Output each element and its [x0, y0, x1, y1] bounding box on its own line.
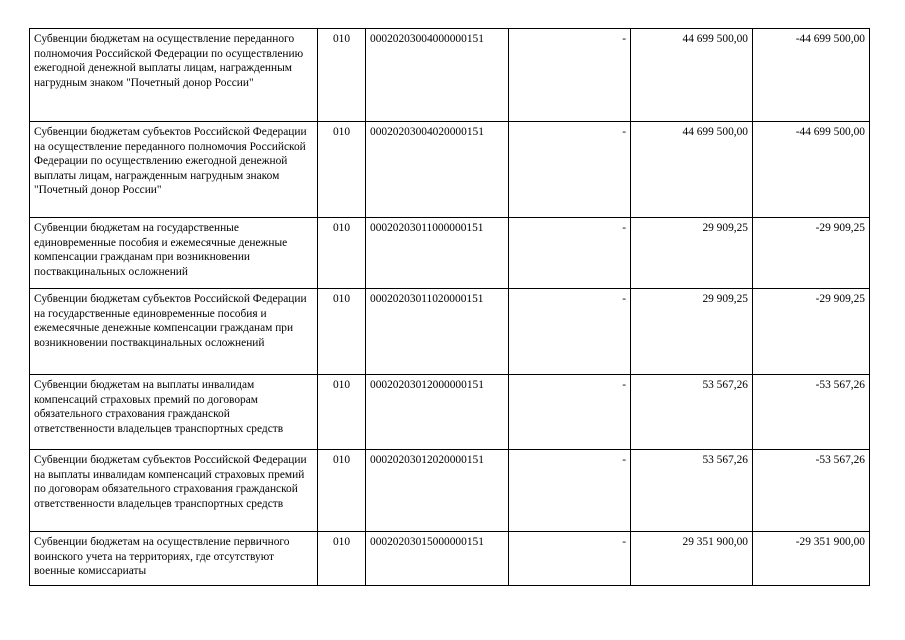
income-code-cell: 00020203004000000151 [366, 29, 509, 122]
admin-code-cell: 010 [318, 375, 366, 450]
income-code-cell: 00020203011020000151 [366, 289, 509, 375]
income-name-cell: Субвенции бюджетам на государственные единовременные пособия и ежемесячные денежные компенсации гражданам при возникновении поствакцинальных осложнений [30, 218, 318, 289]
unexecuted-amount-cell: -29 909,25 [753, 218, 870, 289]
approved-amount-cell: - [509, 532, 631, 586]
unexecuted-amount-cell: -53 567,26 [753, 375, 870, 450]
executed-amount-cell: 29 909,25 [631, 289, 753, 375]
unexecuted-amount-cell: -53 567,26 [753, 450, 870, 532]
admin-code-cell: 010 [318, 532, 366, 586]
income-code-cell: 00020203012020000151 [366, 450, 509, 532]
executed-amount-cell: 53 567,26 [631, 450, 753, 532]
income-name-cell: Субвенции бюджетам на осуществление первичного воинского учета на территориях, где отсутствуют военные комиссариаты [30, 532, 318, 586]
executed-amount-cell: 44 699 500,00 [631, 29, 753, 122]
income-name-cell: Субвенции бюджетам на выплаты инвалидам компенсаций страховых премий по договорам обязательного страхования гражданской ответственности владельцев транспортных средств [30, 375, 318, 450]
executed-amount-cell: 29 909,25 [631, 218, 753, 289]
approved-amount-cell: - [509, 450, 631, 532]
approved-amount-cell: - [509, 29, 631, 122]
admin-code-cell: 010 [318, 122, 366, 218]
table-row [30, 29, 870, 122]
admin-code-cell: 010 [318, 289, 366, 375]
income-name-cell: Субвенции бюджетам субъектов Российской Федерации на государственные единовременные пособия и ежемесячные денежные компенсации гражданам при возникновении поствакцинальных осложнений [30, 289, 318, 375]
table-row [30, 532, 870, 586]
executed-amount-cell: 53 567,26 [631, 375, 753, 450]
table-row [30, 450, 870, 532]
unexecuted-amount-cell: -29 351 900,00 [753, 532, 870, 586]
admin-code-cell: 010 [318, 450, 366, 532]
income-name-cell: Субвенции бюджетам субъектов Российской Федерации на выплаты инвалидам компенсаций страховых премий по договорам обязательного страхования гражданской ответственности владельцев транспортных средств [30, 450, 318, 532]
income-code-cell: 00020203004020000151 [366, 122, 509, 218]
income-code-cell: 00020203015000000151 [366, 532, 509, 586]
income-name-cell: Субвенции бюджетам на осуществление переданного полномочия Российской Федерации по осуществлению ежегодной денежной выплаты лицам, награжденным нагрудным знаком "Почетный донор России" [30, 29, 318, 122]
table-row [30, 122, 870, 218]
approved-amount-cell: - [509, 218, 631, 289]
budget-income-table [29, 28, 870, 586]
income-code-cell: 00020203012000000151 [366, 375, 509, 450]
unexecuted-amount-cell: -44 699 500,00 [753, 29, 870, 122]
table-row [30, 289, 870, 375]
income-name-cell: Субвенции бюджетам субъектов Российской Федерации на осуществление переданного полномочия Российской Федерации по осуществлению ежегодной денежной выплаты лицам, награжденным нагрудным знаком "Почетный донор России" [30, 122, 318, 218]
executed-amount-cell: 44 699 500,00 [631, 122, 753, 218]
approved-amount-cell: - [509, 289, 631, 375]
income-code-cell: 00020203011000000151 [366, 218, 509, 289]
unexecuted-amount-cell: -29 909,25 [753, 289, 870, 375]
table-row [30, 375, 870, 450]
approved-amount-cell: - [509, 375, 631, 450]
table-row [30, 218, 870, 289]
admin-code-cell: 010 [318, 29, 366, 122]
approved-amount-cell: - [509, 122, 631, 218]
executed-amount-cell: 29 351 900,00 [631, 532, 753, 586]
unexecuted-amount-cell: -44 699 500,00 [753, 122, 870, 218]
admin-code-cell: 010 [318, 218, 366, 289]
